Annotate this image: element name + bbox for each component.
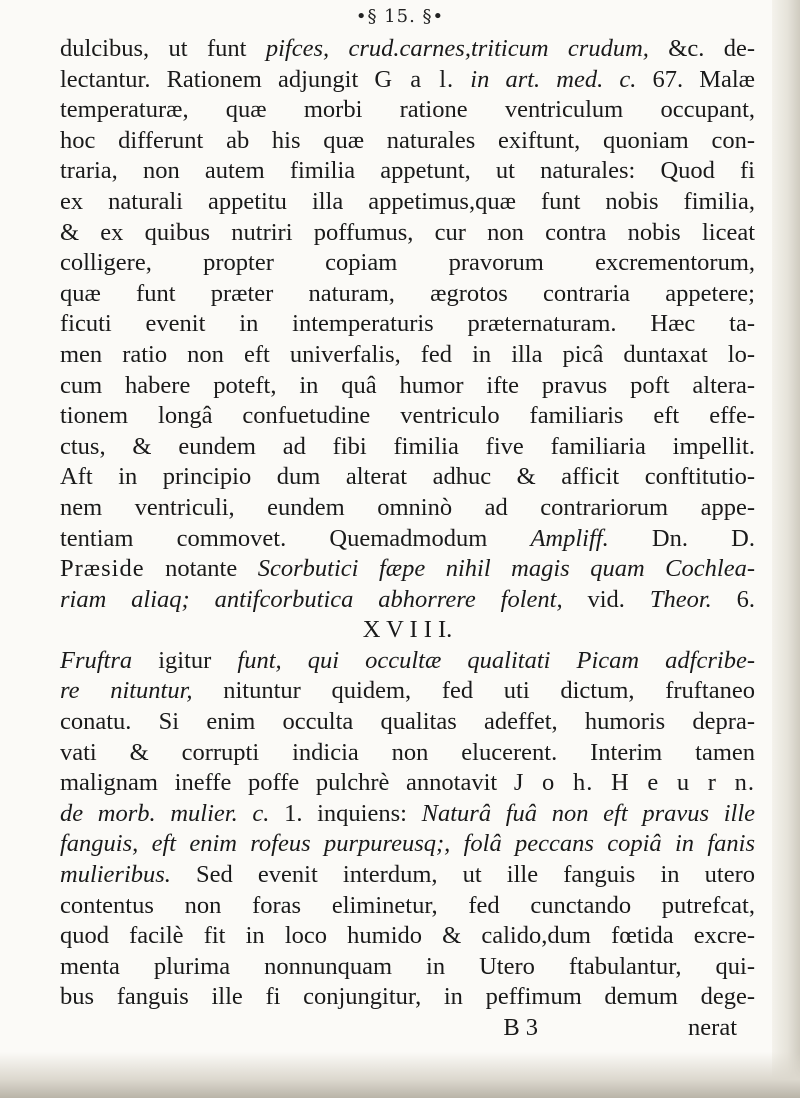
text-span: quæ funt præter naturam, ægrotos contraria appetere;: [60, 279, 755, 307]
italic-text: pifces, crud.carnes,triticum crudum,: [265, 35, 649, 62]
text-line: [60, 768, 755, 799]
text-span: G a l.: [374, 65, 455, 93]
body-text: [60, 34, 755, 1044]
italic-text: Ampliff.: [530, 524, 609, 552]
text-line: [60, 462, 755, 493]
text-span: malignam ineffe poffe pulchrè annotavit: [60, 769, 514, 797]
text-span: ex naturali appetitu illa appetimus,quæ funt nobis fimilia,: [60, 187, 755, 215]
page-bottom-shadow: [0, 1052, 800, 1098]
italic-text: Scorbutici fæpe nihil magis quam Cochlea-: [257, 555, 755, 583]
italic-text: fanguis, eft enim rofeus purpureusq;, folâ peccans copiâ in fanis: [60, 830, 755, 858]
text-line: [60, 554, 755, 585]
text-line: [60, 676, 755, 707]
text-span: nituntur quidem, fed uti dictum, fruftaneo: [192, 677, 755, 705]
text-span: vid.: [562, 585, 650, 613]
italic-text: Naturâ fuâ non eft pravus ille: [421, 799, 755, 827]
italic-text: re nituntur,: [60, 677, 193, 705]
text-span: cum habere poteft, in quâ humor ifte pravus poft altera-: [60, 371, 755, 399]
italic-text: in art. med. c.: [470, 65, 637, 93]
text-span: nem ventriculi, eundem omninò ad contrariorum appe-: [60, 493, 755, 521]
text-span: hoc differunt ab his quæ naturales exiftunt, quoniam con-: [60, 126, 755, 154]
text-line: [60, 340, 755, 371]
text-span: ficuti evenit in intemperaturis præternaturam. Hæc ta-: [60, 310, 755, 338]
text-line: [60, 738, 755, 769]
text-line: [60, 34, 755, 65]
signature-mark: B 3: [503, 1014, 539, 1041]
text-span: Dn. D.: [608, 524, 756, 552]
text-span: conatu. Si enim occulta qualitas adeffet, humoris depra-: [60, 708, 755, 736]
text-span: dulcibus, ut funt: [60, 35, 266, 62]
text-span: traria, non autem fimilia appetunt, ut naturales: Quod fi: [60, 157, 755, 185]
text-line: [60, 126, 755, 157]
text-span: bus fanguis ille fi conjungitur, in peffimum demum dege-: [60, 983, 755, 1011]
text-span: colligere, propter copiam pravorum excrementorum,: [60, 249, 755, 277]
text-line: [60, 248, 755, 279]
text-line: [60, 309, 755, 340]
text-line: [60, 707, 755, 738]
text-span: [454, 66, 470, 93]
text-span: igitur: [132, 646, 238, 674]
text-span: X V I I I.: [362, 616, 453, 644]
text-line: [60, 646, 755, 677]
text-span: tentiam commovet. Quemadmodum: [60, 524, 531, 552]
text-span: & ex quibus nutriri poffumus, cur non contra nobis liceat: [60, 218, 755, 246]
text-line: [60, 65, 755, 96]
text-line: [60, 218, 755, 249]
text-span: Sed evenit interdum, ut ille fanguis in utero: [170, 861, 755, 889]
text-span: vati & corrupti indicia non elucerent. Interim tamen: [60, 738, 755, 766]
text-line: [60, 279, 755, 310]
text-line: [60, 615, 755, 646]
italic-text: funt, qui occultæ qualitati Picam adfcribe-: [237, 646, 755, 674]
text-line: [60, 799, 755, 830]
text-span: &c. de-: [648, 35, 756, 62]
text-span: lectantur. Rationem adjungit: [60, 65, 375, 93]
text-span: contentus non foras eliminetur, fed cunctando putrefcat,: [60, 891, 755, 919]
text-line: [60, 860, 755, 891]
text-line: [60, 156, 755, 187]
text-line: [60, 187, 755, 218]
catchword-line: [60, 1013, 755, 1044]
text-line: [60, 982, 755, 1013]
text-line: [60, 524, 755, 555]
text-line: [60, 585, 755, 616]
text-span: 1. inquiens:: [269, 799, 422, 827]
text-line: [60, 891, 755, 922]
text-span: tionem longâ confuetudine ventriculo familiaris eft effe-: [60, 402, 755, 430]
text-span: menta plurima nonnunquam in Utero ftabulantur, qui-: [60, 952, 755, 980]
text-line: [60, 432, 755, 463]
italic-text: de morb. mulier. c.: [60, 799, 270, 827]
text-line: [60, 401, 755, 432]
text-span: 6.: [711, 585, 756, 613]
text-span: J o h. H e u r n.: [513, 769, 756, 797]
text-span: ctus, & eundem ad fibi fimilia five familiaria impellit.: [60, 432, 755, 460]
page-edge-shadow: [772, 0, 800, 1098]
text-span: temperaturæ, quæ morbi ratione ventriculum occupant,: [60, 96, 755, 124]
text-span: notante: [144, 555, 258, 583]
catchword: nerat: [688, 1014, 737, 1041]
text-line: [60, 829, 755, 860]
text-span: quod facilè fit in loco humido & calido,dum fœtida excre-: [60, 922, 755, 950]
text-span: 67. Malæ: [636, 65, 756, 93]
text-line: [60, 371, 755, 402]
text-line: [60, 921, 755, 952]
page-header: •§ 15. §•: [355, 6, 445, 27]
italic-text: Theor.: [649, 585, 712, 613]
text-line: [60, 493, 755, 524]
text-line: [60, 952, 755, 983]
text-span: Præside: [60, 555, 145, 583]
italic-text: Fruftra: [60, 646, 133, 674]
text-span: Aft in principio dum alterat adhuc & afficit conftitutio-: [60, 463, 755, 491]
italic-text: mulieribus.: [60, 861, 171, 889]
italic-text: riam aliaq; antifcorbutica abhorrere folent,: [60, 585, 563, 613]
text-line: [60, 95, 755, 126]
text-span: men ratio non eft univerfalis, fed in illa picâ duntaxat lo-: [60, 340, 755, 368]
